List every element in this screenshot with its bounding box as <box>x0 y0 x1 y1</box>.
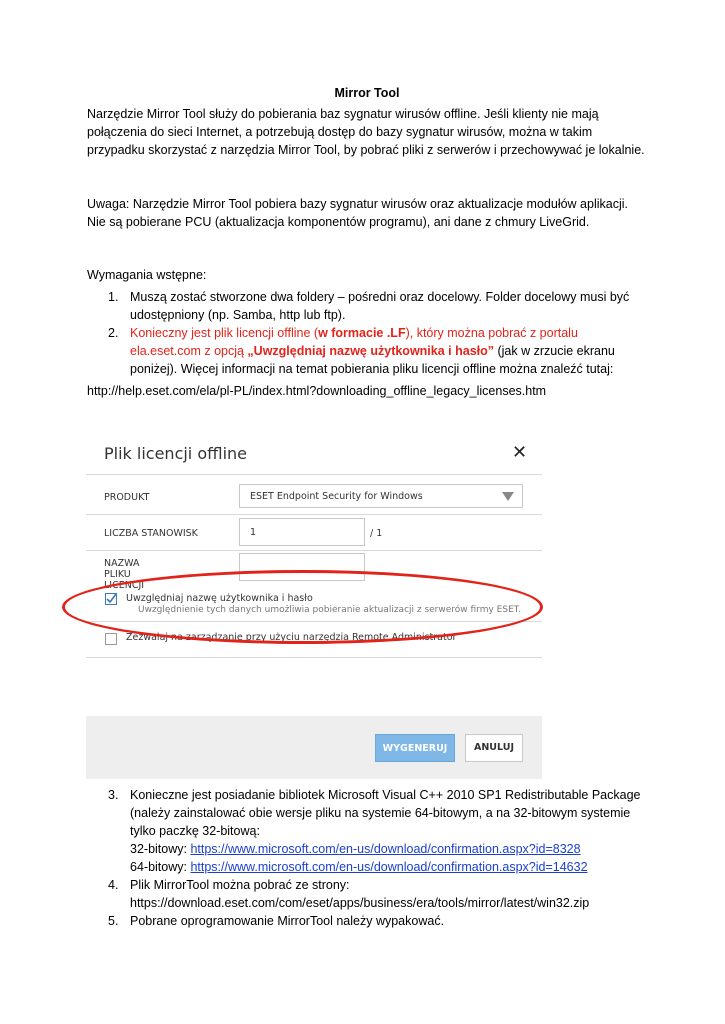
note-paragraph: Uwaga: Narzędzie Mirror Tool pobiera bazy sygnatur wirusów oraz aktualizacje modułów aplikacji. Nie są pobierane PCU (aktualizacja komponentów programu), ani dane z chmury LiveGrid. <box>87 197 628 229</box>
link-32bit[interactable]: https://www.microsoft.com/en-us/download/confirmation.aspx?id=8328 <box>190 842 581 856</box>
include-credentials-label: Uwzględniaj nazwę użytkownika i hasło <box>126 593 313 604</box>
license-dialog-screenshot <box>86 432 542 779</box>
chevron-down-icon <box>502 492 514 501</box>
list-item-text: Muszą zostać stworzone dwa foldery – pośredni oraz docelowy. Folder docelowy musi być udostępniony (np. Samba, http lub ftp). <box>130 290 630 322</box>
license-format-bold: w formacie .LF <box>318 326 406 340</box>
list-item-text: Plik MirrorTool można pobrać ze strony: <box>130 878 350 892</box>
list-item: 4. Plik MirrorTool można pobrać ze strony: https://download.eset.com/com/eset/apps/business/era/tools/mirror/latest/win32.zip <box>108 878 590 910</box>
license-note-red: Konieczny jest plik licencji offline ( <box>130 326 319 340</box>
include-credentials-hint: Uwzględnienie tych danych umożliwia pobieranie aktualizacji z serwerów firmy ESET. <box>138 605 522 615</box>
filename-input[interactable] <box>239 553 365 581</box>
filename-label: NAZWA PLIKU LICENCJI <box>104 558 145 591</box>
list-item: 5. Pobrane oprogramowanie MirrorTool należy wypakować. <box>108 914 445 928</box>
license-note-rest: (jak w zrzucie ekranu poniżej). Więcej informacji na temat pobierania pliku licencji offline można znaleźć tutaj: <box>130 344 615 376</box>
product-select[interactable] <box>239 484 523 508</box>
list-item: 1. Muszą zostać stworzone dwa foldery – pośredni oraz docelowy. Folder docelowy musi być udostępniony (np. Samba, http lub ftp). <box>108 290 630 322</box>
download-url[interactable]: https://download.eset.com/com/eset/apps/business/era/tools/mirror/latest/win32.zip <box>130 896 590 910</box>
divider <box>86 550 542 551</box>
page-title: Mirror Tool <box>334 86 400 100</box>
list-item: 2. Konieczny jest plik licencji offline (w formacie .LF), który można pobrać z portalu ela.eset.com z opcją „Uwzględniaj nazwę użytkownika i hasło” (jak w zrzucie ekranu poniżej). Więcej informacji na temat pobierania pliku licencji offline można znaleźć tutaj: <box>108 326 615 376</box>
link-label-32: 32-bitowy: <box>130 842 191 856</box>
allow-remote-admin-checkbox[interactable] <box>105 633 117 645</box>
link-label-64: 64-bitowy: <box>130 860 191 874</box>
include-credentials-checkbox[interactable] <box>105 593 117 605</box>
seats-label: LICZBA STANOWISK <box>104 528 198 539</box>
requirements-list <box>87 288 647 378</box>
dialog-title: Plik licencji offline <box>104 444 248 463</box>
help-url[interactable]: http://help.eset.com/ela/pl-PL/index.html?downloading_offline_legacy_licenses.htm <box>87 384 547 398</box>
document-body <box>87 84 647 400</box>
list-item-text: Konieczne jest posiadanie bibliotek Microsoft Visual C++ 2010 SP1 Redistributable Package (należy zainstalować obie wersje pliku na systemie 64-bitowym, a na 32-bitowym systemie tylko paczkę 32-bitową: <box>130 788 641 838</box>
cancel-button[interactable]: ANULUJ <box>465 734 523 762</box>
requirements-list-continued <box>87 786 647 930</box>
seats-total: / 1 <box>370 528 383 539</box>
license-note-red-2: ), który można pobrać z portalu ela.eset.com z opcją <box>130 326 578 358</box>
dialog-footer <box>86 716 542 779</box>
option-name-bold: „Uwzględniaj nazwę użytkownika i hasło” <box>247 344 494 358</box>
generate-button[interactable]: WYGENERUJ <box>375 734 455 762</box>
divider <box>86 621 542 622</box>
intro-paragraph: Narzędzie Mirror Tool służy do pobierania baz sygnatur wirusów offline. Jeśli klienty nie mają połączenia do sieci Internet, a potrzebują dostęp do bazy sygnatur wirusów, można w takim przypadku skorzystać z narzędzia Mirror Tool, by pobrać pliki z serwerów i przechowywać je lokalnie. <box>87 107 645 157</box>
divider <box>86 514 542 515</box>
list-item: 3. Konieczne jest posiadanie bibliotek Microsoft Visual C++ 2010 SP1 Redistributable Package (należy zainstalować obie wersje pliku na systemie 64-bitowym, a na 32-bitowym systemie tylko paczkę 32-bitową: 32-bitowy: https://www.microsoft.com/en-us/download/confirmation.aspx?id=8328 64-bitowy: https://www.microsoft.com/en-us/download/confirmation.aspx?id=14632 <box>108 788 641 874</box>
requirements-heading: Wymagania wstępne: <box>87 268 207 282</box>
product-label: PRODUKT <box>104 492 150 503</box>
product-value: ESET Endpoint Security for Windows <box>250 491 423 502</box>
link-64bit[interactable]: https://www.microsoft.com/en-us/download/confirmation.aspx?id=14632 <box>190 860 588 874</box>
check-icon <box>105 593 117 605</box>
seats-input[interactable]: 1 <box>239 518 365 546</box>
document-body-continued <box>87 786 647 930</box>
close-icon[interactable]: ✕ <box>512 442 528 463</box>
divider <box>86 474 542 475</box>
divider <box>86 657 542 658</box>
list-item-text: Pobrane oprogramowanie MirrorTool należy wypakować. <box>130 914 445 928</box>
allow-remote-admin-label: Zezwalaj na zarządzanie przy użyciu narzędzia Remote Administrator <box>126 632 457 643</box>
